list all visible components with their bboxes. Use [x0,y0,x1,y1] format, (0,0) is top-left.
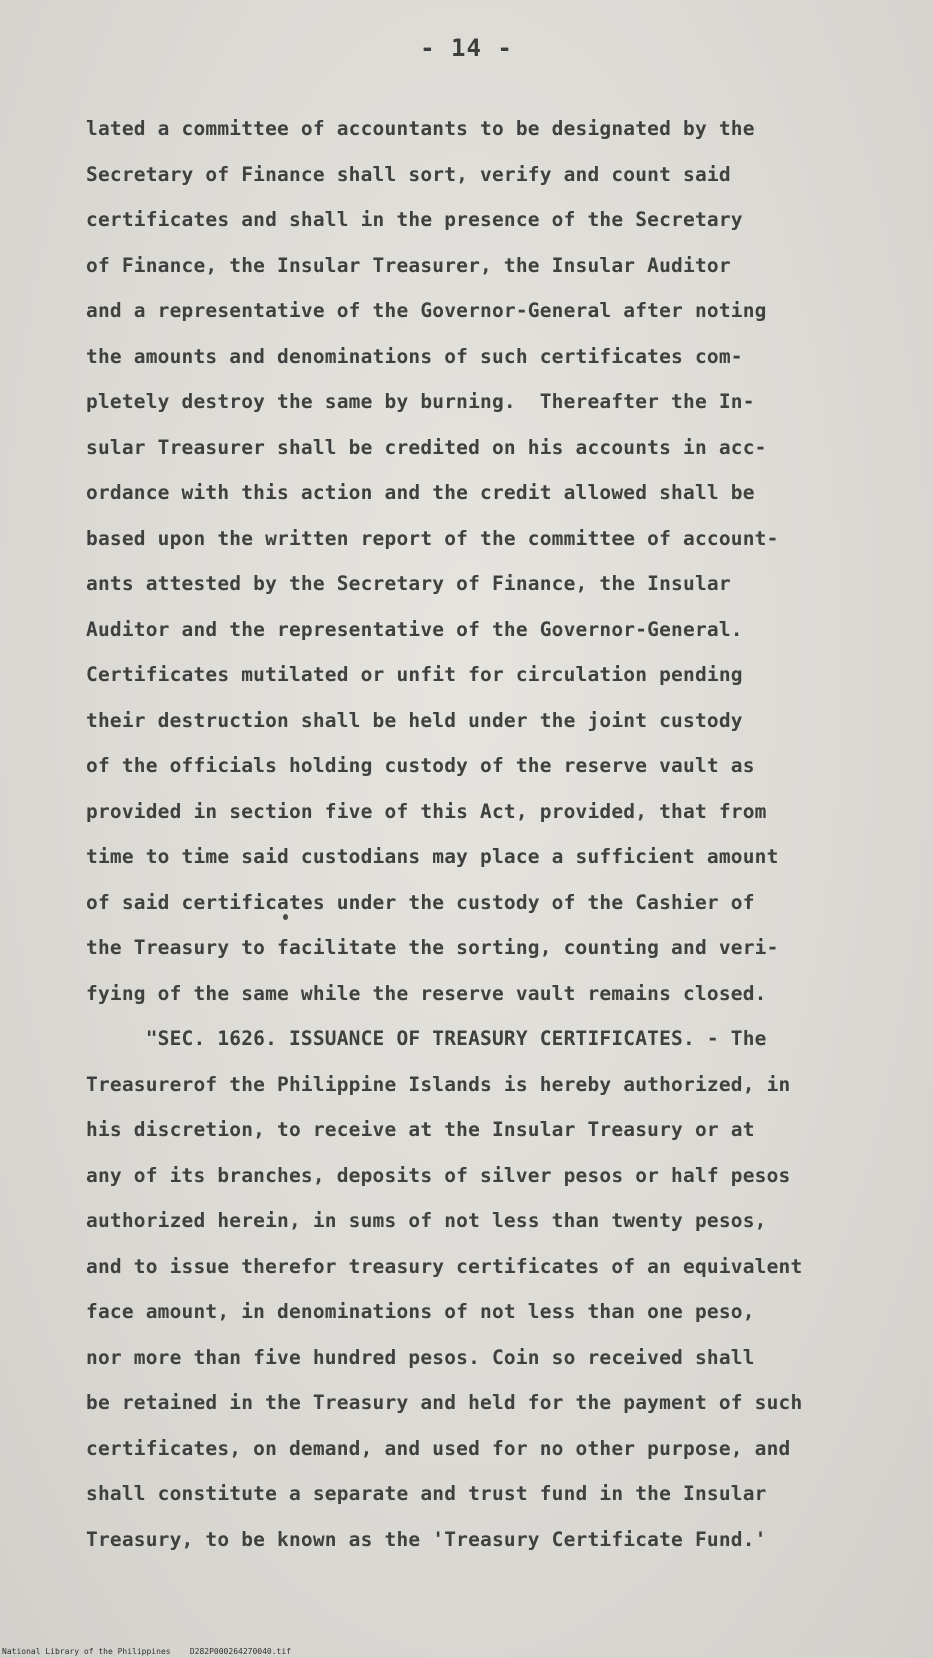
page-number: - 14 - [420,34,513,62]
scan-footer: National Library of the Philippines D282P000264270040.tif [2,1647,291,1656]
text-line: and a representative of the Governor-General after noting [86,299,767,322]
text-line: Certificates mutilated or unfit for circulation pending [86,663,743,686]
text-line: ordance with this action and the credit allowed shall be [86,481,755,504]
body-text [86,106,906,1562]
text-line: based upon the written report of the committee of account- [86,526,779,550]
text-line: Treasurerof the Philippine Islands is hereby authorized, in [86,1072,791,1096]
text-line: any of its branches, deposits of silver pesos or half pesos [86,1163,791,1187]
text-line: lated a committee of accountants to be designated by the [86,117,755,140]
text-line: shall constitute a separate and trust fund in the Insular [86,1482,767,1505]
text-line: of Finance, the Insular Treasurer, the Insular Auditor [86,253,731,277]
text-line: and to issue therefor treasury certificates of an equivalent [86,1254,803,1278]
text-line: certificates and shall in the presence of the Secretary [86,208,743,231]
text-line: face amount, in denominations of not less than one peso, [86,1300,755,1323]
text-line: the Treasury to facilitate the sorting, counting and veri- [86,936,779,959]
text-line: Auditor and the representative of the Governor-General. [86,617,743,641]
text-line: authorized herein, in sums of not less than twenty pesos, [86,1209,767,1232]
text-line: "SEC. 1626. ISSUANCE OF TREASURY CERTIFICATES. - The [86,1027,767,1050]
text-line: Secretary of Finance shall sort, verify and count said [86,162,731,186]
text-line: Treasury, to be known as the 'Treasury Certificate Fund.' [86,1527,767,1551]
text-line: time to time said custodians may place a sufficient amount [86,845,779,868]
text-line: certificates, on demand, and used for no other purpose, and [86,1436,791,1460]
ink-speck [283,914,288,920]
text-line: of the officials holding custody of the reserve vault as [86,754,755,777]
text-line: the amounts and denominations of such certificates com- [86,344,743,368]
text-line: be retained in the Treasury and held for the payment of such [86,1391,803,1414]
text-line: pletely destroy the same by burning. Thereafter the In- [86,390,755,413]
text-line: fying of the same while the reserve vault remains closed. [86,981,767,1005]
text-line: ants attested by the Secretary of Finance, the Insular [86,572,731,595]
text-line: of said certificates under the custody of the Cashier of [86,890,755,914]
text-line: his discretion, to receive at the Insular Treasury or at [86,1118,755,1141]
text-line: their destruction shall be held under the joint custody [86,708,743,732]
text-line: provided in section five of this Act, provided, that from [86,799,767,823]
text-line: nor more than five hundred pesos. Coin so received shall [86,1345,755,1369]
text-line: sular Treasurer shall be credited on his accounts in acc- [86,435,767,459]
